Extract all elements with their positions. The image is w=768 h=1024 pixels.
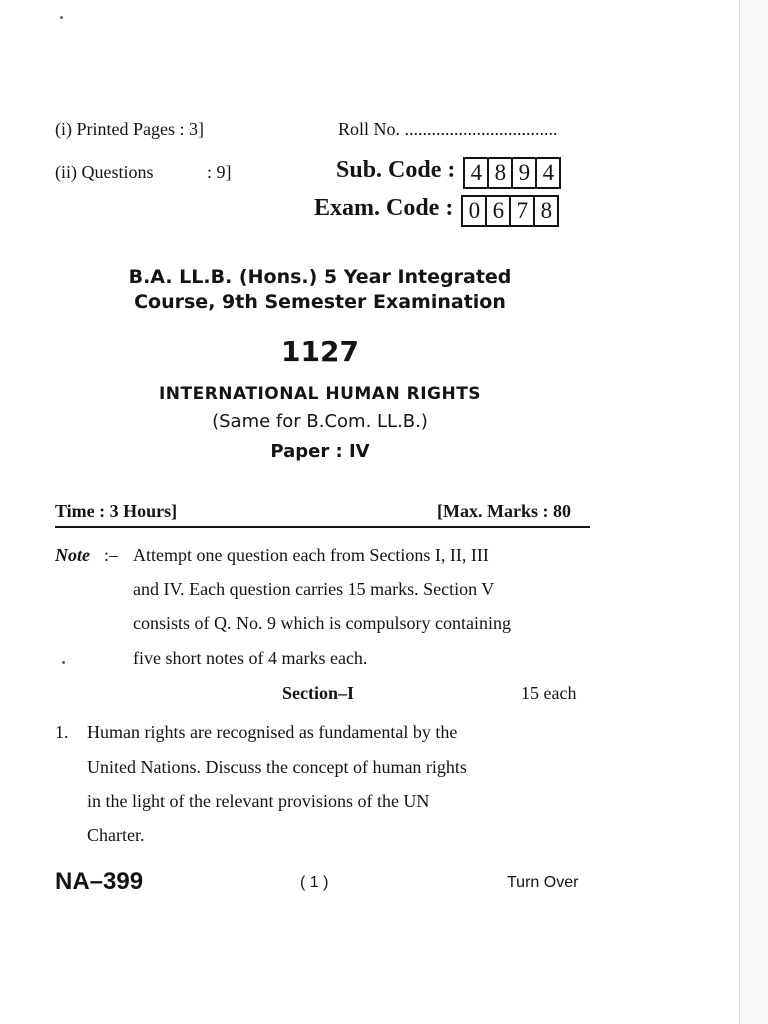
- max-marks: [Max. Marks : 80: [437, 501, 571, 521]
- sub-code-label: Sub. Code :: [336, 157, 456, 183]
- sub-code-row: [336, 157, 561, 189]
- questions-label: (ii) Questions: [55, 162, 154, 182]
- sub-code-digit: 9: [511, 157, 537, 189]
- same-for-note: (Same for B.Com. LL.B.): [212, 411, 428, 432]
- divider-rule: [55, 526, 590, 528]
- question-line: United Nations. Discuss the concept of human rights: [87, 757, 467, 777]
- turn-over: Turn Over: [507, 874, 579, 891]
- sub-code-digit: 4: [535, 157, 561, 189]
- course-title-line1: B.A. LL.B. (Hons.) 5 Year Integrated: [128, 266, 512, 288]
- question-line: Human rights are recognised as fundamental by the: [87, 722, 458, 742]
- questions-count: : 9]: [207, 162, 232, 182]
- sub-code-digit: 4: [463, 157, 489, 189]
- exam-code-boxes: [461, 195, 559, 227]
- note-separator: :–: [104, 545, 119, 565]
- paper-code-footer: NA–399: [55, 868, 144, 895]
- section-title: Section–I: [282, 683, 354, 703]
- subject-title: INTERNATIONAL HUMAN RIGHTS: [158, 384, 482, 404]
- exam-code-digit: 8: [533, 195, 559, 227]
- note-line: consists of Q. No. 9 which is compulsory containing: [133, 613, 511, 633]
- paper-label: Paper : IV: [270, 441, 370, 462]
- roll-number-field: Roll No. ..................................: [338, 119, 558, 139]
- time-allowed: Time : 3 Hours]: [55, 501, 178, 521]
- sub-code-boxes: [463, 157, 561, 189]
- course-title-line2: Course, 9th Semester Examination: [134, 291, 506, 313]
- scan-edge: [739, 0, 768, 1024]
- sub-code-digit: 8: [487, 157, 513, 189]
- printed-pages: (i) Printed Pages : 3]: [55, 119, 204, 139]
- scan-speck: [62, 661, 65, 664]
- exam-code-label: Exam. Code :: [314, 195, 454, 221]
- exam-code-digit: 6: [485, 195, 511, 227]
- note-line: five short notes of 4 marks each.: [133, 648, 368, 668]
- question-line: in the light of the relevant provisions of the UN: [87, 791, 430, 811]
- exam-code-digit: 0: [461, 195, 487, 227]
- exam-code-row: [314, 195, 559, 227]
- question-line: Charter.: [87, 825, 145, 845]
- section-marks: 15 each: [521, 683, 577, 703]
- scan-speck: [60, 16, 63, 19]
- question-number: 1.: [55, 722, 69, 742]
- note-line: and IV. Each question carries 15 marks. Section V: [133, 579, 495, 599]
- paper-number: 1127: [281, 335, 359, 368]
- note-line: Attempt one question each from Sections I, II, III: [133, 545, 489, 565]
- page-number: ( 1 ): [300, 874, 329, 891]
- note-label: Note: [55, 545, 90, 565]
- exam-code-digit: 7: [509, 195, 535, 227]
